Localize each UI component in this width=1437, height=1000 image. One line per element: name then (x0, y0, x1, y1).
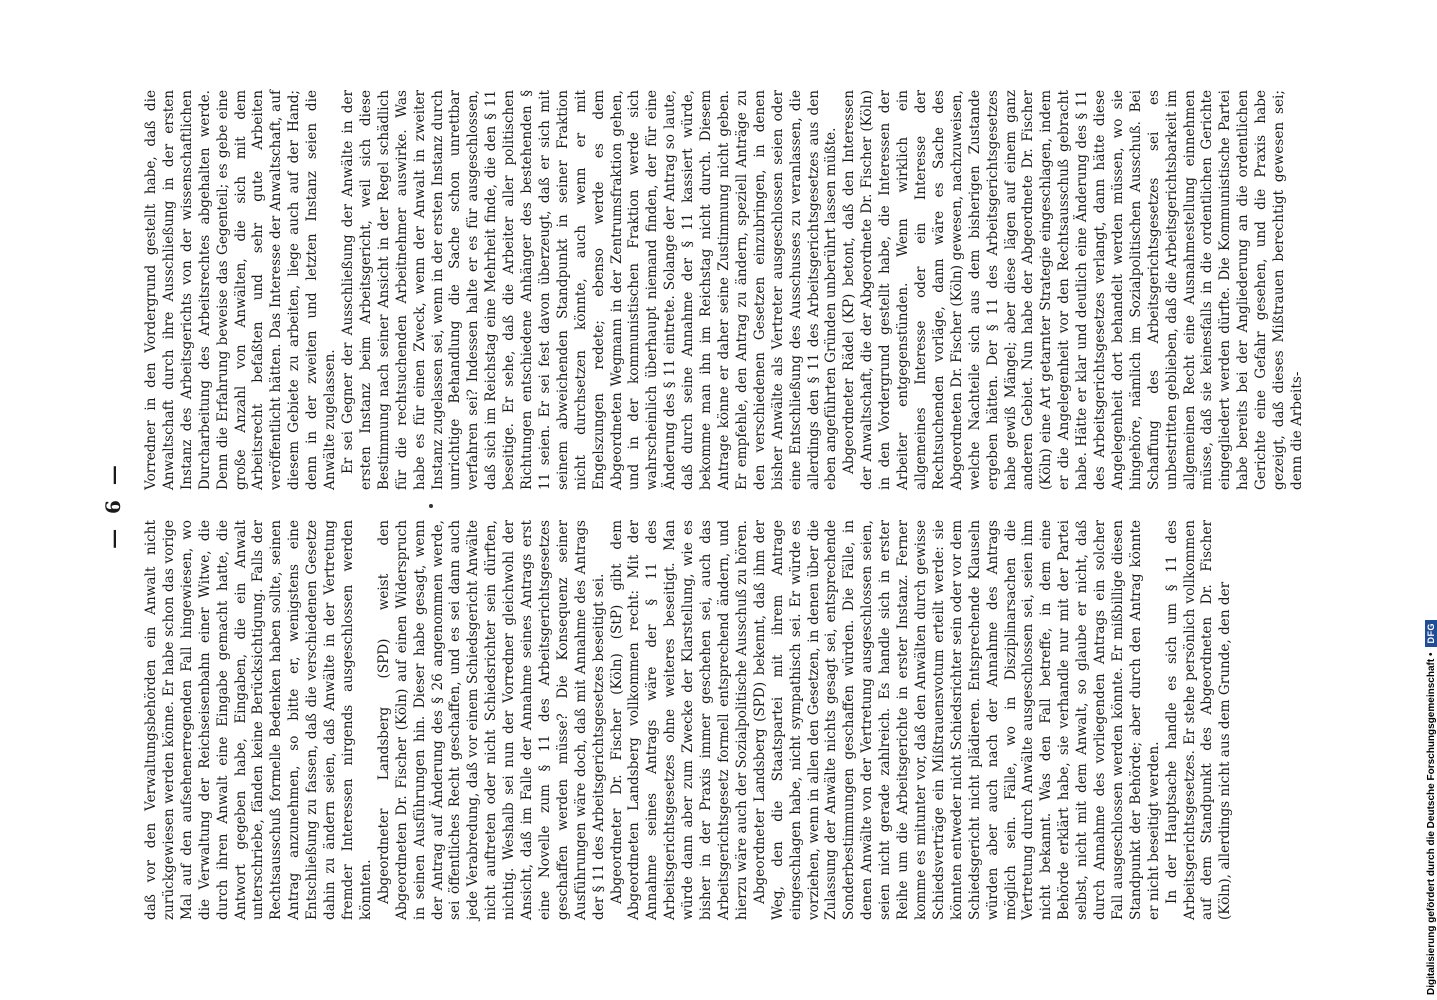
ink-speck (429, 504, 433, 508)
right-column (143, 90, 1307, 490)
credit-text: Digitalisierung gefördert durch die Deutsche Forschungsgemeinschaft • (1425, 652, 1437, 995)
paragraph: Abgeordneter Landsberg (SPD) weist den Abgeordneten Dr. Fischer (Köln) auf einen Widerspruch in seinen Ausführungen hin. Dieser habe gesagt, wenn der Antrag auf Änderung des § 26 angenommen werde, sei öffentliches Recht geschaffen, und es sei dann auch jede Verabredung, daß vor einem Schiedsgericht Anwälte nicht auftreten oder nicht Schiedsrichter sein dürften, nichtig. Weshalb sei nun der Vorredner gleichwohl der Ansicht, daß im Falle der Annahme seines Antrags erst eine Novelle zum § 11 des Arbeitsgerichtsgesetzes geschaffen werden müsse? Die Konsequenz seiner Ausführungen wäre doch, daß mit Annahme des Antrags der § 11 des Arbeitsgerichtsgesetzes beseitigt sei. (375, 520, 607, 920)
paragraph: Abgeordneter Rädel (KP) betont, daß den Interessen der Anwaltschaft, die der Abgeordnete Dr. Fischer (Köln) in den Vordergrund gestellt habe, die Interessen der Arbeiter entgegenstünden. Wenn wirklich ein allgemeines Interesse oder ein Interesse der Rechtsuchenden vorläge, dann wäre es Sache des Abgeordneten Dr. Fischer (Köln) gewesen, nachzuweisen, welche Nachteile sich aus dem bisherigen Zustande ergeben hätten. Der § 11 des Arbeitsgerichtsgesetzes habe gewiß Mängel; aber diese lägen auf einem ganz anderen Gebiet. Nun habe der Abgeordnete Dr. Fischer (Köln) eine Art getarnter Strategie eingeschlagen, indem er die Angelegenheit vor den Rechtsausschuß gebracht habe. Hätte er klar und deutlich eine Änderung des § 11 des Arbeitsgerichtsgesetzes verlangt, dann hätte diese Angelegenheit dort behandelt werden müssen, wo sie hingehöre, nämlich im Sozialpolitischen Ausschuß. Bei Schaffung des Arbeitsgerichtsgesetzes sei es unbestritten geblieben, daß die Arbeitsgerichtsbarkeit im allgemeinen Recht eine Ausnahmestellung einnehmen müsse, daß sie keinesfalls in die ordentlichen Gerichte eingegliedert werden dürfte. Die Kommunistische Partei habe bereits bei der Angliederung an die ordentlichen Gerichte eine Gefahr gesehen, und die Praxis habe gezeigt, daß dieses Mißtrauen berechtigt gewesen sei; denn die Arbeits- (841, 90, 1305, 490)
paragraph: daß vor den Verwaltungsbehörden ein Anwalt nicht zurückgewiesen werden könne. Er habe schon das vorige Mal auf den aufsehenerregenden Fall hingewiesen, wo die Verwaltung der Reichseisenbahn einer Witwe, die durch ihren Anwalt eine Eingabe gemacht hatte, die Antwort gegeben habe, Eingaben, die ein Anwalt unterschriebe, fänden keine Berücksichtigung. Falls der Rechtsausschuß formelle Bedenken haben sollte, seinen Antrag anzunehmen, so bitte er, wenigstens eine Entschließung zu fassen, daß die verschiedenen Gesetze dahin zu ändern seien, daß Anwälte in der Vertretung fremder Interessen nirgends ausgeschlossen werden könnten. (143, 520, 374, 920)
paragraph: Er sei Gegner der Ausschließung der Anwälte in der ersten Instanz beim Arbeitsgericht, weil sich diese Bestimmung nach seiner Ansicht in der Regel schädlich für die rechtsuchenden Arbeitnehmer auswirke. Was habe es für einen Zweck, wenn der Anwalt in zweiter Instanz zugelassen sei, wenn in der ersten Instanz durch unrichtige Behandlung die Sache schon unrettbar verfahren sei? Indessen halte er es für ausgeschlossen, daß sich im Reichstag eine Mehrheit finde, die den § 11 beseitige. Er sehe, daß die Arbeiter aller politischen Richtungen entschiedene Anhänger des bestehenden § 11 seien. Er sei fest davon überzeugt, daß er sich mit seinem abweichenden Standpunkt in seiner Fraktion nicht durchsetzen könnte, auch wenn er mit Engelszungen redete; ebenso werde es dem Abgeordneten Wegmann in der Zentrumsfraktion gehen, und in der kommunistischen Fraktion werde sich wahrscheinlich überhaupt niemand finden, der für eine Änderung des § 11 eintrete. Solange der Antrag so laute, daß durch seine Annahme der § 11 kassiert würde, bekomme man ihn im Reichstag nicht durch. Diesem Antrage könne er daher seine Zustimmung nicht geben. Er empfehle, den Antrag zu ändern, speziell Anträge zu den verschiedenen Gesetzen einzubringen, in denen bisher Anwälte als Vertreter ausgeschlossen seien oder eine Entschließung des Ausschusses zu veranlassen, die allerdings den § 11 des Arbeitsgerichtsgesetzes aus den eben angeführten Gründen unberührt lassen müßte. (339, 90, 840, 490)
paragraph: Vorredner in den Vordergrund gestellt habe, daß die Anwaltschaft durch ihre Ausschließung in der ersten Instanz des Arbeitsgerichts von der wissenschaftlichen Durcharbeitung des Arbeitsrechtes abgehalten werde. Denn die Erfahrung beweise das Gegenteil; es gebe eine große Anzahl von Anwälten, die sich mit dem Arbeitsrecht befaßten und sehr gute Arbeiten veröffentlicht hätten. Das Interesse der Anwaltschaft, auf diesem Gebiete zu arbeiten, liege auch auf der Hand; denn in der zweiten und letzten Instanz seien die Anwälte zugelassen. (143, 90, 339, 490)
paragraph: Abgeordneter Landsberg (SPD) bekennt, daß ihm der Weg, den die Staatspartei mit ihrem Antrage eingeschlagen habe, nicht sympathisch sei. Er würde es vorziehen, wenn in allen den Gesetzen, in denen über die Zulassung der Anwälte nichts gesagt sei, entsprechende Sonderbestimmungen geschaffen würden. Die Fälle, in denen Anwälte von der Vertretung ausgeschlossen seien, seien nicht gerade zahlreich. Es handle sich in erster Reihe um die Arbeitsgerichte in erster Instanz. Ferner komme es mitunter vor, daß den Anwälten durch gewisse Schiedsverträge ein Mißtrauensvotum erteilt werde: sie könnten entweder nicht Schiedsrichter sein oder vor dem Schiedsgericht nicht plädieren. Entsprechende Klauseln würden aber auch nach der Annahme des Antrags möglich sein. Fälle, wo in Disziplinarsachen die Vertretung durch Anwälte ausgeschlossen sei, seien ihm nicht bekannt. Was den Fall betreffe, in dem eine Behörde erklärt habe, sie verhandle nur mit der Partei selbst, nicht mit dem Anwalt, so glaube er nicht, daß durch Annahme des vorliegenden Antrags ein solcher Fall ausgeschlossen werden könnte. Er mißbillige diesen Standpunkt der Behörde; aber durch den Antrag könnte er nicht beseitigt werden. (751, 520, 1162, 920)
digitization-credit (1425, 620, 1437, 995)
paragraph: In der Hauptsache handle es sich um § 11 des Arbeitsgerichtsgesetzes. Er stehe persönlich vollkommen auf dem Standpunkt des Abgeordneten Dr. Fischer (Köln), allerdings nicht aus dem Grunde, den der (1163, 520, 1234, 920)
rotated-print-plate (101, 90, 1305, 920)
dfg-logo: DFG (1425, 620, 1437, 647)
page-number: — 6 — (101, 461, 125, 549)
paragraph: Abgeordneter Dr. Fischer (Köln) (StP) gibt dem Abgeordneten Landsberg vollkommen recht: Mit der Annahme seines Antrags wäre der § 11 des Arbeitsgerichtsgesetzes ohne weiteres beseitigt. Man würde dann aber zum Zwecke der Klarstellung, wie es bisher in der Praxis immer geschehen sei, auch das Arbeitsgerichtsgesetz formell entsprechend ändern, und hierzu wäre auch der Sozialpolitische Ausschuß zu hören. (608, 519, 750, 920)
left-column (143, 520, 1235, 920)
